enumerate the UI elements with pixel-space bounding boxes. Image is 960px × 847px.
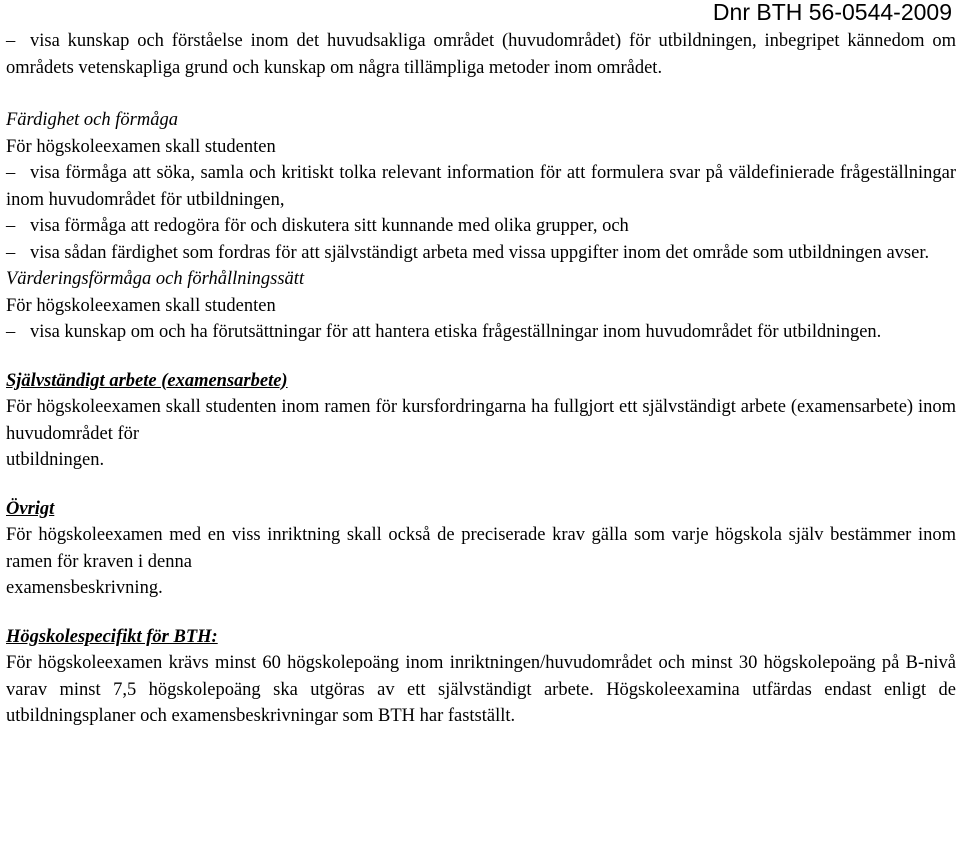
knowledge-bullet xyxy=(6,28,956,81)
bullet-text: visa förmåga att söka, samla och kritiskt tolka relevant information för att formulera svar på väldefinierade frågeställningar inom huvudområdet för utbildningen, xyxy=(6,163,956,210)
thesis-text-end: utbildningen. xyxy=(6,450,105,470)
spacer xyxy=(6,81,956,107)
document-body xyxy=(6,0,956,730)
bullet-dash: – xyxy=(6,322,16,342)
thesis-heading: Självständigt arbete (examensarbete) xyxy=(6,370,288,391)
bullet-text: visa förmåga att redogöra för och diskutera sitt kunnande med olika grupper, och xyxy=(30,216,629,236)
values-subheading: Värderingsförmåga och förhållningssätt xyxy=(6,269,305,289)
other-text-end: examensbeskrivning. xyxy=(6,578,163,598)
skills-lead: För högskoleexamen skall studenten xyxy=(6,136,276,157)
skills-bullet-1 xyxy=(6,160,956,213)
document-page xyxy=(6,0,956,730)
bullet-dash: – xyxy=(6,31,16,51)
skills-bullet-2 xyxy=(6,213,956,240)
bullet-dash: – xyxy=(6,216,16,236)
values-lead: För högskoleexamen skall studenten xyxy=(6,295,276,316)
document-number: Dnr BTH 56-0544-2009 xyxy=(712,0,952,25)
bullet-text: visa sådan färdighet som fordras för att självständigt arbeta med vissa uppgifter inom det område som utbildningen avser. xyxy=(30,242,930,263)
spacer xyxy=(6,602,956,624)
bullet-text: visa kunskap om och ha förutsättningar för att hantera etiska frågeställningar inom huvudområdet för utbildningen. xyxy=(30,322,882,342)
skills-bullet-3 xyxy=(6,240,956,267)
other-heading: Övrigt xyxy=(6,498,55,519)
spacer xyxy=(6,346,956,368)
spacer xyxy=(6,474,956,496)
other-text: För högskoleexamen med en viss inriktning skall också de preciserade krav gälla som varje högskola själv bestämmer inom ramen för kraven i denna xyxy=(6,525,956,572)
bullet-dash: – xyxy=(6,242,16,263)
bth-text: För högskoleexamen krävs minst 60 högskolepoäng inom inriktningen/huvudområdet och minst 30 högskolepoäng på B-nivå varav minst 7,5 högskolepoäng ska utgöras av ett självständigt arbete. Högskoleexamina utfärdas endast enligt de utbildningsplaner och examensbeskrivningar som BTH har fastställt. xyxy=(6,653,956,726)
values-bullet-1 xyxy=(6,319,956,346)
bullet-text: visa kunskap och förståelse inom det huvudsakliga området (huvudområdet) för utbildningen, inbegripet kännedom om områdets vetenskapliga grund och kunskap om några tillämpliga metoder inom området. xyxy=(6,31,956,78)
bullet-dash: – xyxy=(6,163,16,183)
bth-heading: Högskolespecifikt för BTH: xyxy=(6,626,218,647)
skills-subheading: Färdighet och förmåga xyxy=(6,110,178,130)
thesis-text: För högskoleexamen skall studenten inom ramen för kursfordringarna ha fullgjort ett självständigt arbete (examensarbete) inom huvudområdet för xyxy=(6,397,956,444)
